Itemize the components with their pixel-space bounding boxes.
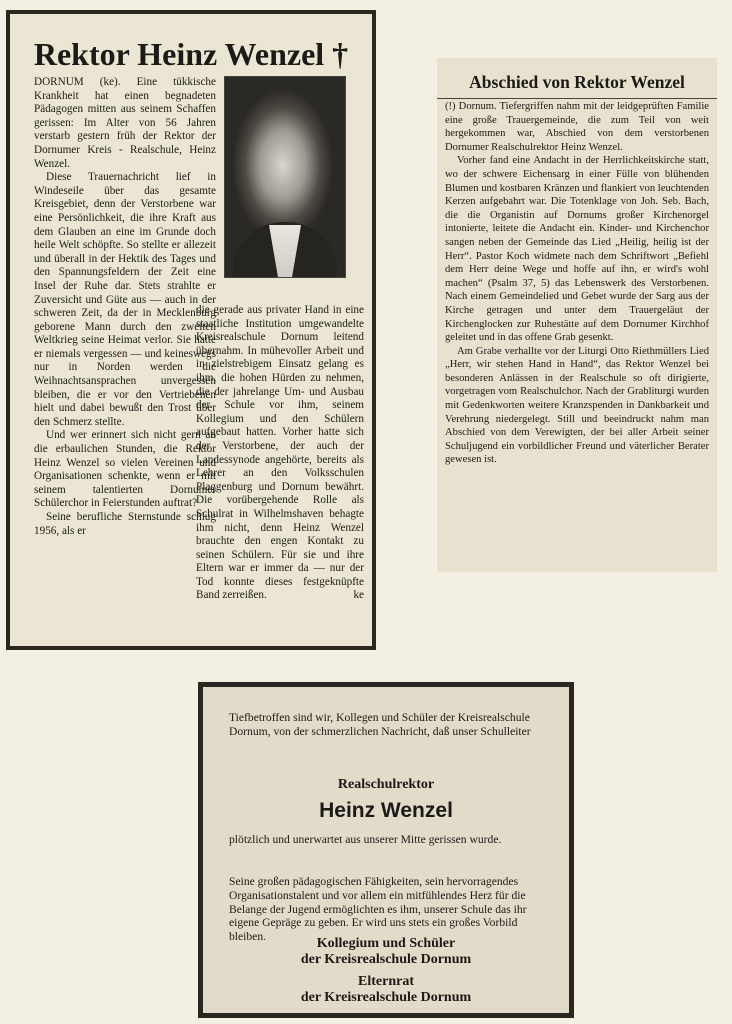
notice-signature: der Kreisrealschule Dornum: [300, 952, 472, 967]
portrait-photo: [224, 76, 346, 278]
notice-signature: der Kreisrealschule Dornum: [300, 990, 472, 1005]
paragraph: Vorher fand eine Andacht in der Herrlichkeitskirche statt, wo der schwere Eichensarg in einer Fülle von blühenden Blumen und kostbaren Kränzen und flankiert von leuchtenden Kerzen aufgebahrt war. Die Totenklage von Joh. Seb. Bach, die die Organistin auf Dornums großer Kirchenorgel intonierte, leitete die Andacht ein. Kinder- und Kirchenchor sangen neben der Gemeinde das Lied „Heilig, heilig ist der Herr“. Pastor Koch widmete nach dem Schriftwort „Befiehl dem Herr deine Wege und hoffe auf ihn, er wird's wohl machen“ (Psalm 37, 5) das Lebenswerk des Verstorbenen. Nach einem Gemeindelied und Gebet wurde der Sarg aus der Kirche getragen und unter dem Trauergeläut der Kirchenglocken zur Ruhestätte auf dem Dornumer Kirchhof geleitet und in das offene Grab gesenkt.: [445, 155, 709, 344]
paragraph: DORNUM (ke). Eine tükkische Krankheit hat einen begnadeten Pädagogen mitten aus seinem Schaffen gerissen: Im Alter von 56 Jahren verstarb gestern früh der Rektor der Dornumer Kreis - Realschule, Heinz Wenzel.: [34, 76, 216, 170]
notice-signature: Kollegium und Schüler: [316, 936, 456, 951]
article-column-left: [34, 76, 216, 538]
farewell-article: [437, 58, 717, 572]
notice-name: Heinz Wenzel: [319, 799, 453, 822]
paragraph: Diese Trauernachricht lief in Windeseile über das gesamte Kreisgebiet, denn der Verstorbene war eine Persönlichkeit, die ihre Kraft aus dem Glauben an eine im Grunde doch heile Welt schöpfte. So stellte er allezeit und überall in der Hektik des Tages und den Spannungsfeldern der Zeit eine Insel der Ruhe dar. Stets strahlte er Zuversicht und Güte aus — auch in der schweren Zeit, da der in Mecklenburg geborene Mann durch den zweiten Weltkrieg seine Heimat verlor. Sie hatte er niemals vergessen — und keineswegs nur in Norden werden die Weihnachtsansprachen unvergessen bleiben, die er vor den Vertriebenen hielt und dabei bewußt den Trost über den Schmerz stellte.: [34, 171, 216, 428]
paragraph-text: die gerade aus privater Hand in eine staatliche Institution umgewandelte Kreisrealschule Dornum leitend übernahm. In mühevoller Arbeit und in zielstrebigem Einsatz gelang es ihm, die hohen Hürden zu nehmen, die der jahrelange Um- und Ausbau der Schule vor ihm, seinem Kollegium und den Schülern aufgebaut hatten. Vorher hatte sich der Verstorbene, der auch der Landessynode angehörte, bereits als Lehrer an den Volksschulen Plaggenburg und Dornum bewährt. Die vorübergehende Rolle als Schulrat in Wilhelmshaven behagte ihm nicht, denn Heinz Wenzel brauchte den engen Kontakt zu seinen Schülern. Für sie und ihre Eltern war er immer da — nur der Tod konnte dieses festgeknüpfte Band zerreißen.: [196, 304, 364, 602]
article-body: [445, 100, 709, 467]
paragraph: Am Grabe verhallte vor der Liturgi Otto Riethmüllers Lied „Herr, wir stehen Hand in Hand“, das Rektor Wenzel bei besonderen Anlässen in der Realschule so oft dirigierte, vorgetragen vom Realschulchor. Nach der Grabliturgi wurden mit Gedenkworten weitere Kranzspenden in Dankbarkeit und Verehrung niedergelegt. Still und beeindruckt nahm man Abschied von dem Verewigten, der bei aller Arbeit seiner Schuljugend ein vorbildlicher Freund und väterlicher Berater gewesen ist.: [445, 345, 709, 466]
notice-signature: Elternrat: [358, 974, 414, 989]
paragraph: [196, 304, 364, 603]
paragraph: Seine berufliche Sternstunde schlug 1956, als er: [34, 511, 216, 537]
paragraph: Und wer erinnert sich nicht gern an die erbaulichen Stunden, die Rektor Heinz Wenzel so vielen Vereinen und Organisationen schenkte, wenn er mit seinem talentierten Dornumer Schülerchor in Feierstunden auftrat?: [34, 429, 216, 510]
paragraph: (!) Dornum. Tiefergriffen nahm mit der leidgeprüften Familie eine große Trauergemeinde, die zum Teil von weit hergekommen war, Abschied von dem verstorbenen Dornumer Realschulrektor Heinz Wenzel.: [445, 101, 709, 153]
article-headline: Rektor Heinz Wenzel †: [33, 36, 349, 72]
notice-text: plötzlich und unerwartet aus unserer Mitte gerissen wurde.: [229, 833, 502, 846]
notice-role: Realschulrektor: [337, 777, 435, 792]
obituary-article: [6, 10, 376, 650]
author-signature: ke: [353, 589, 364, 602]
notice-intro: Tiefbetroffen sind wir, Kollegen und Schüler der Kreisrealschule Dornum, von der schmerzlichen Nachricht, daß unser Schulleiter: [229, 711, 531, 738]
article-headline: Abschied von Rektor Wenzel: [437, 72, 717, 99]
notice-text: Seine großen pädagogischen Fähigkeiten, sein hervorragendes Organisationstalent und vor allem ein mitfühlendes Herz für die Belange der Jugend ermöglichten es ihm, unserer Schule das ihr eigene Gepräge zu geben. Er wird uns stets ein großes Vorbild bleiben.: [229, 875, 527, 944]
article-column-right: [196, 304, 364, 603]
death-notice: [198, 682, 574, 1018]
